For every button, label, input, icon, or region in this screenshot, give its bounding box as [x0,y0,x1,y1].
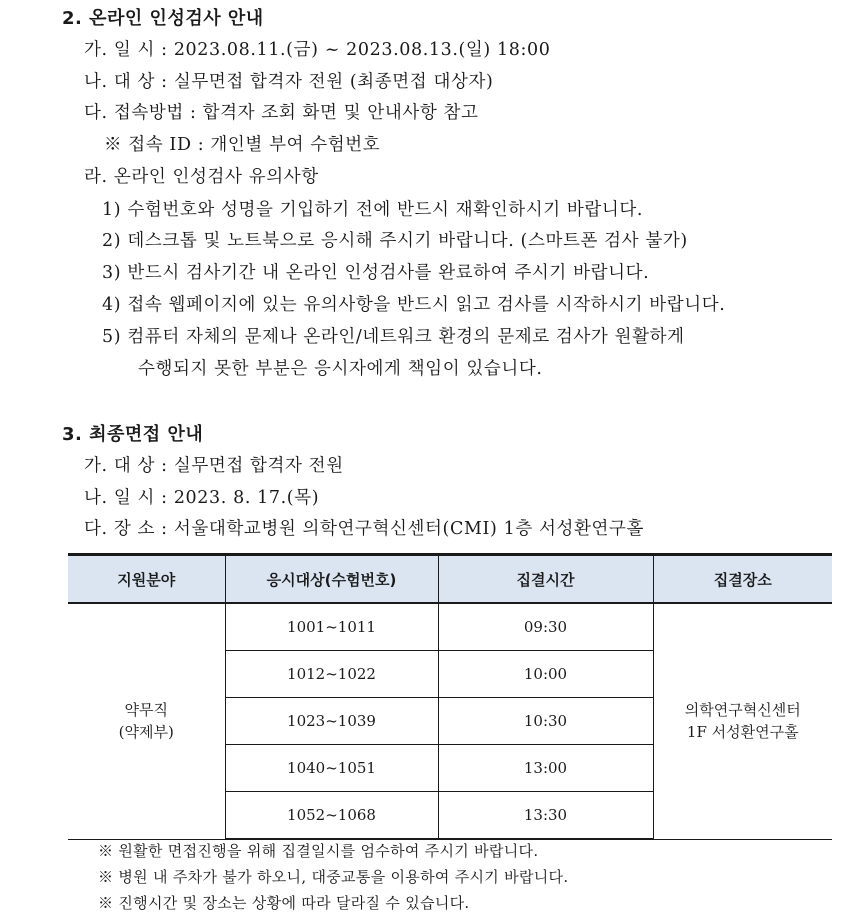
place-cell [653,603,832,839]
section3-target: 가. 대 상 : 실무면접 합격자 전원 [84,456,344,476]
gather-time: 09:30 [438,603,653,651]
section2-caution-5-cont: 수행되지 못한 부분은 응시자에게 책임이 있습니다. [138,359,543,379]
place-building: 의학연구혁신센터 [684,701,801,720]
section2-access-id-note: ※ 접속 ID : 개인별 부여 수험번호 [104,135,381,155]
applicant-range: 1012~1022 [225,651,438,698]
applicant-range: 1023~1039 [225,698,438,745]
interview-schedule-table [68,553,832,840]
field-cell [68,603,225,839]
header-time: 집결시간 [438,555,653,604]
gather-time: 10:30 [438,698,653,745]
field-dept: (약제부) [118,723,174,742]
note-punctuality: ※ 원활한 면접진행을 위해 집결일시를 엄수하여 주시기 바랍니다. [98,842,539,860]
note-change: ※ 진행시간 및 장소는 상황에 따라 달라질 수 있습니다. [98,894,470,912]
section3-place: 다. 장 소 : 서울대학교병원 의학연구혁신센터(CMI) 1층 서성환연구홀 [84,519,645,539]
header-applicants: 응시대상(수험번호) [225,555,438,604]
section2-caution-1: 1) 수험번호와 성명을 기입하기 전에 반드시 재확인하시기 바랍니다. [102,200,644,220]
applicant-range: 1040~1051 [225,745,438,792]
section3-title: 3. 최종면접 안내 [62,424,204,445]
section2-cautions-title: 라. 온라인 인성검사 유의사항 [84,167,319,187]
section2-target: 나. 대 상 : 실무면접 합격자 전원 (최종면접 대상자) [84,72,494,92]
section2-title: 2. 온라인 인성검사 안내 [62,8,264,29]
section2-caution-3: 3) 반드시 검사기간 내 온라인 인성검사를 완료하여 주시기 바랍니다. [102,263,650,283]
header-place: 집결장소 [653,555,832,604]
applicant-range: 1052~1068 [225,792,438,840]
note-parking: ※ 병원 내 주차가 불가 하오니, 대중교통을 이용하여 주시기 바랍니다. [98,868,569,886]
section2-caution-4: 4) 접속 웹페이지에 있는 유의사항을 반드시 읽고 검사를 시작하시기 바랍니다. [102,295,726,315]
gather-time: 10:00 [438,651,653,698]
section2-access-method: 다. 접속방법 : 합격자 조회 화면 및 안내사항 참고 [84,103,479,123]
applicant-range: 1001~1011 [225,603,438,651]
field-name: 약무직 [124,701,168,720]
place-hall: 1F 서성환연구홀 [686,723,799,742]
gather-time: 13:30 [438,792,653,840]
section2-caution-2: 2) 데스크톱 및 노트북으로 응시해 주시기 바랍니다. (스마트폰 검사 불가) [102,231,688,251]
section2-schedule: 가. 일 시 : 2023.08.11.(금) ~ 2023.08.13.(일) 18:00 [84,40,551,60]
table-row [68,603,832,651]
gather-time: 13:00 [438,745,653,792]
section3-date: 나. 일 시 : 2023. 8. 17.(목) [84,488,320,508]
table-header-row [68,555,832,604]
section2-caution-5: 5) 컴퓨터 자체의 문제나 온라인/네트워크 환경의 문제로 검사가 원활하게 [102,327,685,347]
header-field: 지원분야 [68,555,225,604]
